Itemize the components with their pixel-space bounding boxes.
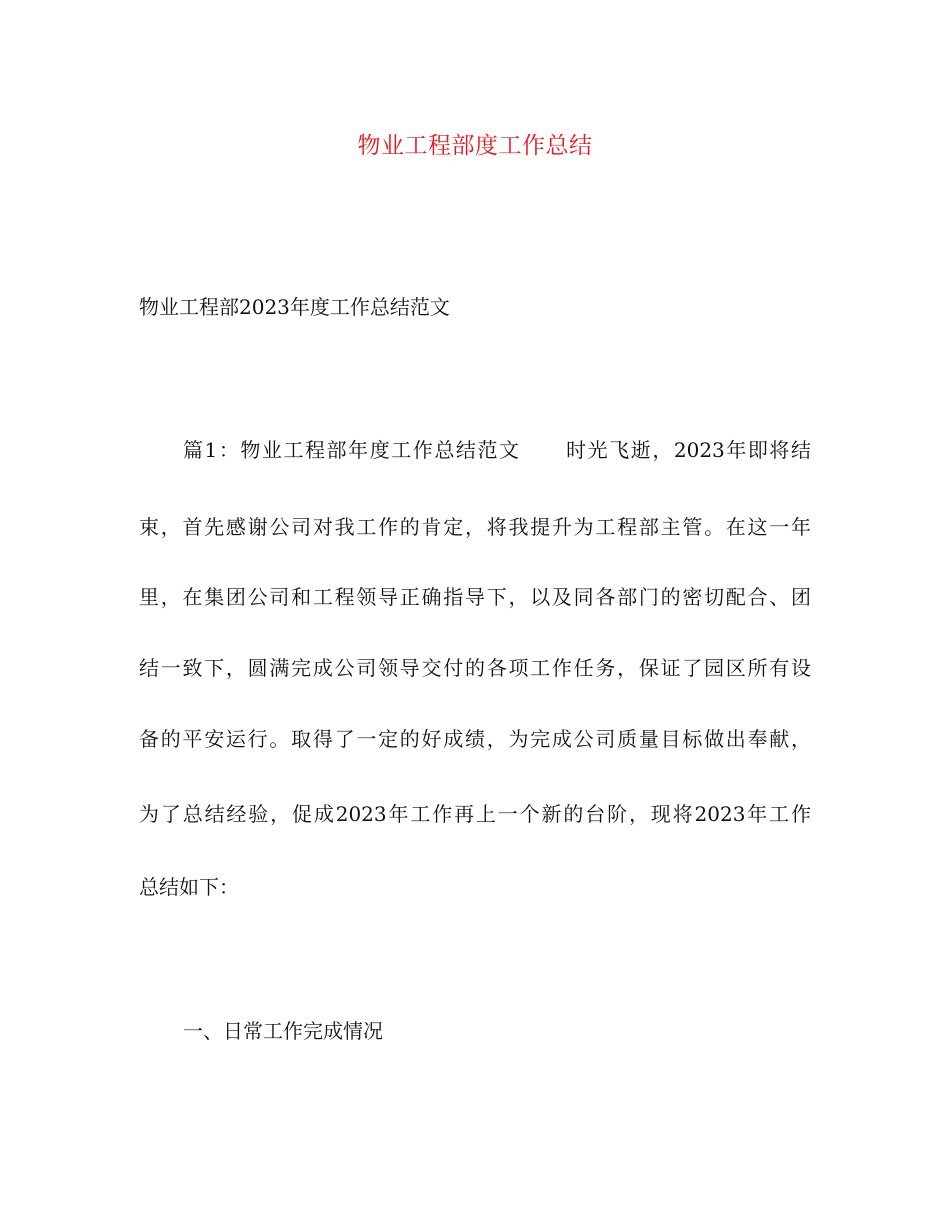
section-heading: 一、日常工作完成情况 [183, 1019, 383, 1043]
paragraph-line [183, 433, 811, 467]
paragraph-line: 束，首先感谢公司对我工作的肯定，将我提升为工程部主管。在这一年 [139, 515, 811, 539]
paragraph-line: 里，在集团公司和工程领导正确指导下，以及同各部门的密切配合、团 [139, 585, 811, 609]
paragraph-lead-continuation: 时光飞逝，2023年即将结 [564, 438, 811, 462]
document-subtitle: 物业工程部2023年度工作总结范文 [139, 295, 450, 319]
paragraph-line: 总结如下： [139, 875, 239, 899]
paragraph-line: 备的平安运行。取得了一定的好成绩，为完成公司质量目标做出奉献， [139, 727, 811, 751]
paragraph-line: 为了总结经验，促成2023年工作再上一个新的台阶，现将2023年工作 [139, 802, 811, 826]
paragraph-line: 结一致下，圆满完成公司领导交付的各项工作任务，保证了园区所有设 [139, 656, 811, 680]
paragraph-lead: 篇1：物业工程部年度工作总结范文 [183, 438, 521, 462]
document-title: 物业工程部度工作总结 [357, 133, 593, 159]
